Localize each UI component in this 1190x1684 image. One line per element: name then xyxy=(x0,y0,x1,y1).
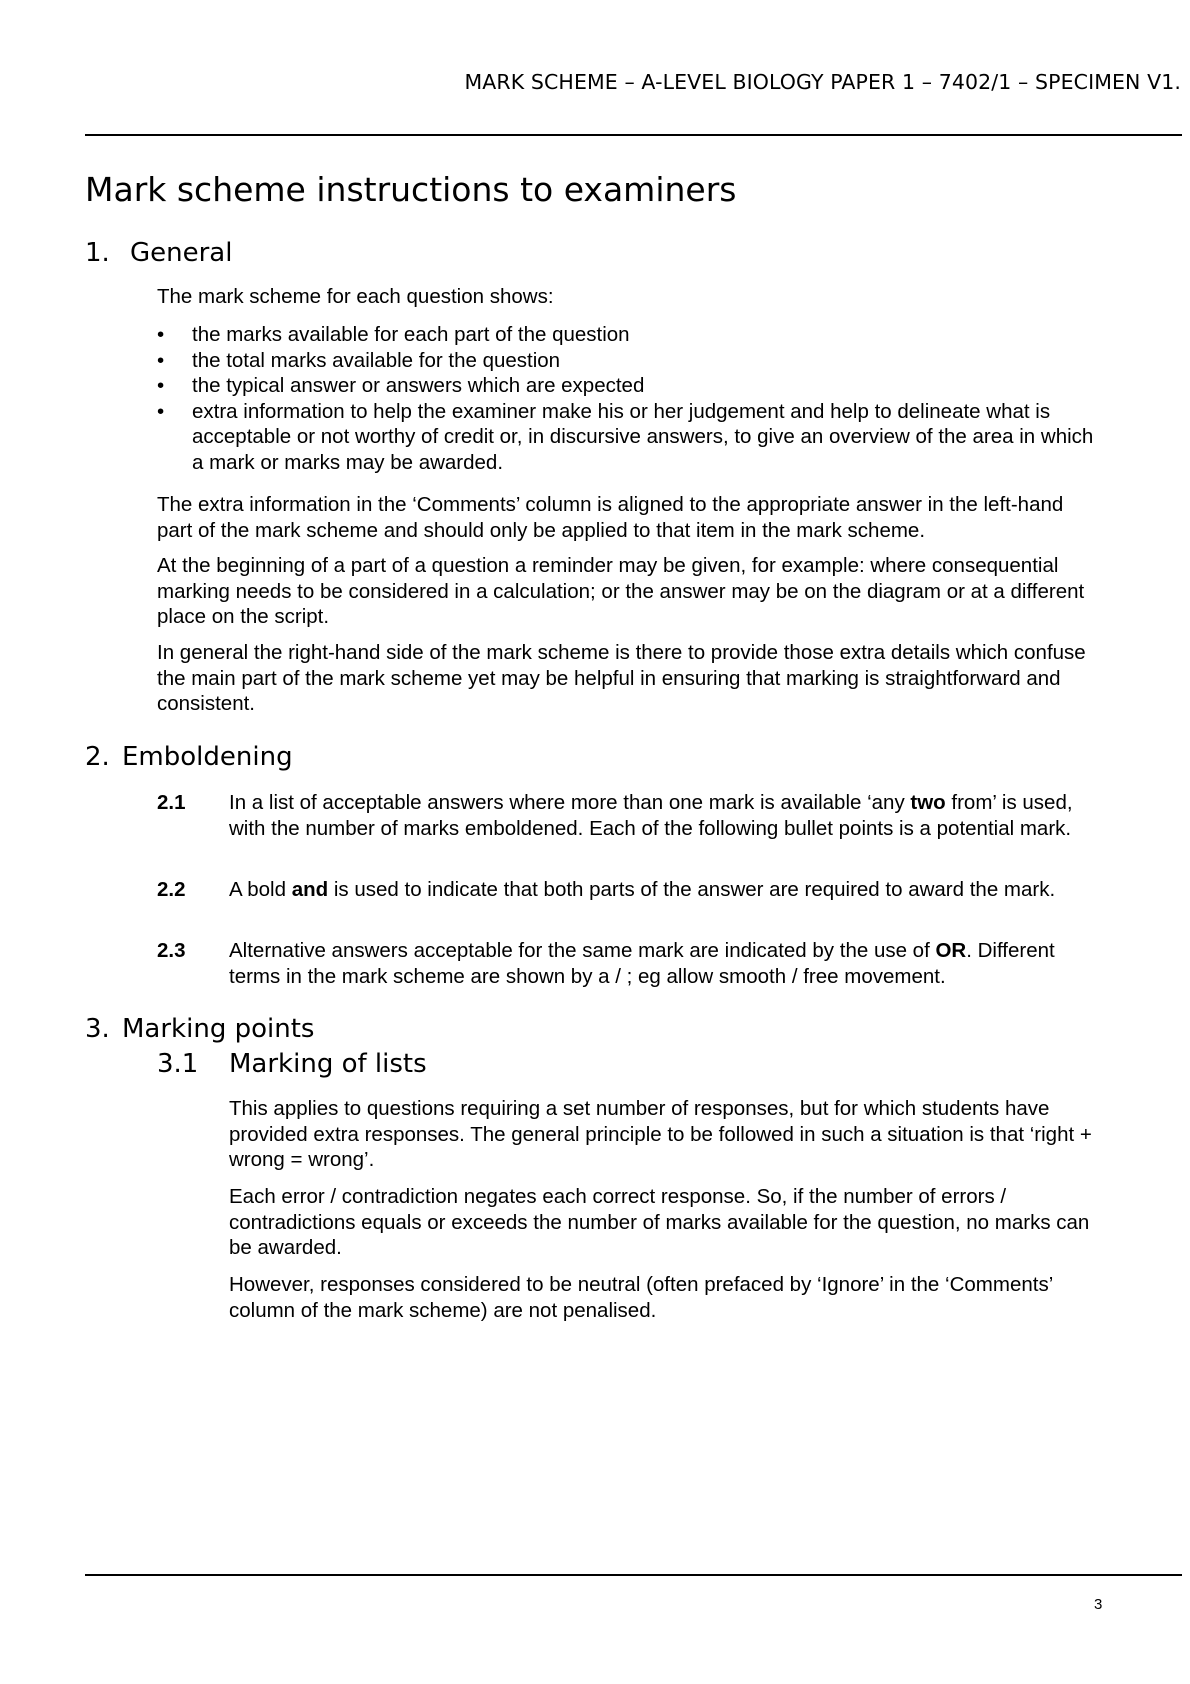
numbered-rule-2-1 xyxy=(157,790,1107,841)
list-item-text: the marks available for each part of the question xyxy=(192,323,630,346)
general-paragraph: The extra information in the ‘Comments’ column is aligned to the appropriate answer in the left-hand part of the mark scheme and should only be applied to that item in the mark scheme. xyxy=(157,493,1064,542)
list-item-text: extra information to help the examiner make his or her judgement and help to delineate what is acceptable or not worthy of credit or, in discursive answers, to give an overview of the area in which a mark or marks may be awarded. xyxy=(192,399,1094,474)
page-title: Mark scheme instructions to examiners xyxy=(85,170,737,209)
section-title: General xyxy=(130,238,233,268)
emphasis: and xyxy=(291,878,329,901)
general-paragraph: At the beginning of a part of a question a reminder may be given, for example: where consequential marking needs to be considered in a calculation; or the answer may be on the diagram or at a different place on the script. xyxy=(157,554,1085,628)
page-number: 3 xyxy=(1094,1596,1103,1613)
emphasis: two xyxy=(910,791,946,814)
subsection-heading-marking-of-lists xyxy=(157,1049,427,1079)
section-title: Marking points xyxy=(122,1014,315,1044)
list-item xyxy=(157,399,1107,476)
section-number: 1. xyxy=(85,238,110,268)
section-heading-emboldening xyxy=(85,742,293,772)
rule-text: In a list of acceptable answers where more than one mark is available ‘any two from’ is used, with the number of marks emboldened. Each of the following bullet points is a potential mark. xyxy=(229,791,1073,840)
list-item-text: the typical answer or answers which are expected xyxy=(192,374,645,397)
list-item xyxy=(157,322,1107,348)
bullet-icon: • xyxy=(157,374,165,397)
section-number: 3. xyxy=(85,1014,110,1044)
footer-divider xyxy=(85,1574,1182,1576)
numbered-rule-2-3 xyxy=(157,938,1107,989)
emphasis: OR xyxy=(935,939,967,962)
section-number: 2. xyxy=(85,742,110,772)
rule-number: 2.3 xyxy=(157,939,186,962)
lists-paragraph: However, responses considered to be neutral (often prefaced by ‘Ignore’ in the ‘Comments’ column of the mark scheme) are not penalised. xyxy=(229,1273,1053,1322)
running-header: MARK SCHEME – A-LEVEL BIOLOGY PAPER 1 – 7402/1 – SPECIMEN V1. xyxy=(464,70,1181,94)
bullet-icon: • xyxy=(157,348,165,372)
section-heading-general xyxy=(85,238,232,268)
rule-text: Alternative answers acceptable for the same mark are indicated by the use of OR. Different terms in the mark scheme are shown by a / ; eg allow smooth / free movement. xyxy=(229,939,1055,988)
list-item-text: the total marks available for the question xyxy=(192,348,561,372)
general-bullet-list xyxy=(157,322,1107,475)
general-paragraph: In general the right-hand side of the mark scheme is there to provide those extra details which confuse the main part of the mark scheme yet may be helpful in ensuring that marking is straightforward and consistent. xyxy=(157,641,1086,715)
rule-number: 2.1 xyxy=(157,791,186,814)
numbered-rule-2-2 xyxy=(157,877,1107,903)
subsection-title: Marking of lists xyxy=(229,1049,427,1079)
rule-text: A bold and is used to indicate that both parts of the answer are required to award the mark. xyxy=(229,878,1056,901)
header-divider xyxy=(85,134,1182,136)
list-item xyxy=(157,373,1107,399)
rule-number: 2.2 xyxy=(157,878,186,901)
subsection-number: 3.1 xyxy=(157,1049,199,1079)
lists-paragraph: Each error / contradiction negates each correct response. So, if the number of errors / contradictions equals or exceeds the number of marks available for the question, no marks can be awarded. xyxy=(229,1185,1090,1259)
list-item xyxy=(157,348,1107,374)
bullet-icon: • xyxy=(157,323,165,346)
bullet-icon: • xyxy=(157,399,165,423)
lists-paragraph: This applies to questions requiring a set number of responses, but for which students have provided extra responses. The general principle to be followed in such a situation is that ‘right + wrong = wrong’. xyxy=(229,1097,1092,1171)
section-heading-marking-points xyxy=(85,1014,314,1044)
section-title: Emboldening xyxy=(122,742,293,772)
general-intro: The mark scheme for each question shows: xyxy=(157,285,554,308)
